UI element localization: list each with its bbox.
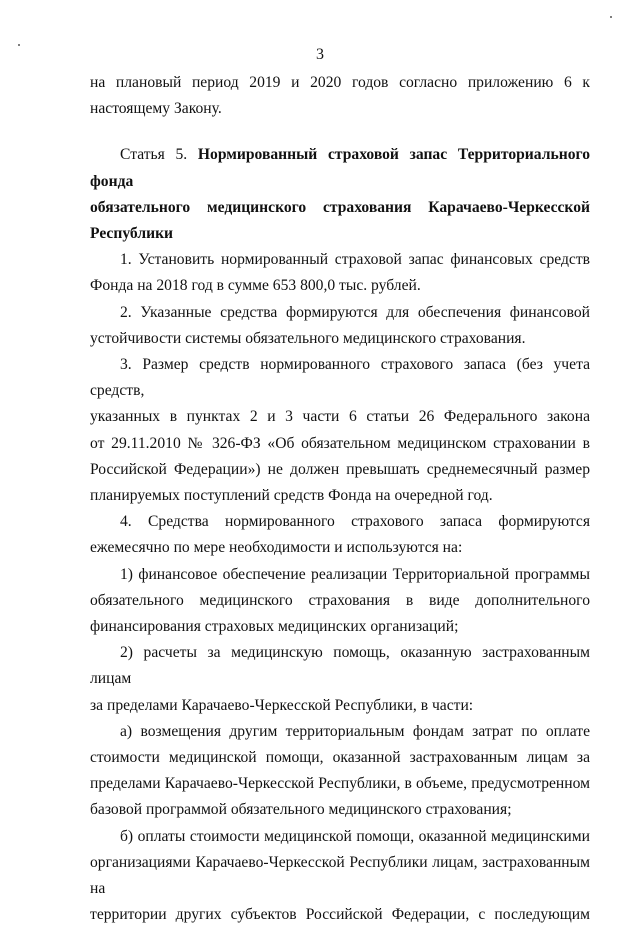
list-item-line: б) оплаты стоимости медицинской помощи, оказанной медицинскими bbox=[120, 827, 590, 845]
article-title: Республики bbox=[90, 225, 174, 243]
article-title: обязательного медицинского страхования Карачаево-Черкесской bbox=[90, 198, 590, 216]
article-heading bbox=[90, 195, 590, 221]
intro-line: на плановый период 2019 и 2020 годов согласно приложению 6 к bbox=[90, 74, 590, 91]
article-prefix: Статья 5. bbox=[120, 146, 188, 164]
intro-line: настоящему Закону. bbox=[90, 100, 222, 118]
list-item-line: а) возмещения другим территориальным фондам затрат по оплате bbox=[120, 722, 590, 740]
list-item-line: обязательного медицинского страхования в виде дополнительного bbox=[90, 591, 590, 609]
list-item-line: территории других субъектов Российской Федерации, с последующим bbox=[90, 906, 590, 924]
paragraph-line: 3. Размер средств нормированного страхового запаса (без учета средств, bbox=[90, 356, 590, 400]
article-title: Нормированный страховой запас Территориального фонда bbox=[90, 146, 590, 190]
article-heading bbox=[90, 221, 590, 247]
paragraph-line: 4. Средства нормированного страхового запаса формируются bbox=[120, 513, 590, 531]
paragraph-line: 1. Установить нормированный страховой запас финансовых средств bbox=[120, 251, 590, 269]
paragraph-line: от 29.11.2010 № 326-ФЗ «Об обязательном медицинском страховании в bbox=[90, 434, 590, 452]
list-item-line: 1) финансовое обеспечение реализации Территориальной программы bbox=[120, 565, 590, 583]
article-heading bbox=[90, 142, 590, 194]
paragraph-line: указанных в пунктах 2 и 3 части 6 статьи 26 Федерального закона bbox=[90, 408, 590, 426]
paragraph-line: Российской Федерации») не должен превышать среднемесячный размер bbox=[90, 460, 590, 478]
list-item-line: пределами Карачаево-Черкесской Республики, в объеме, предусмотренном bbox=[90, 775, 590, 793]
list-item-line: за пределами Карачаево-Черкесской Республики, в части: bbox=[90, 696, 474, 714]
document-body bbox=[90, 70, 590, 929]
paragraph-line: устойчивости системы обязательного медицинского страхования. bbox=[90, 329, 526, 347]
list-item-line: организациями Карачаево-Черкесской Республики лицам, застрахованным на bbox=[90, 853, 590, 898]
paragraph-line: ежемесячно по мере необходимости и используются на: bbox=[90, 539, 463, 557]
paragraph-line: Фонда на 2018 год в сумме 653 800,0 тыс. рублей. bbox=[90, 277, 421, 295]
list-item-line: стоимости медицинской помощи, оказанной застрахованным лицам за bbox=[90, 749, 590, 767]
list-item-line: финансирования страховых медицинских организаций; bbox=[90, 618, 459, 636]
list-item-line: 2) расчеты за медицинскую помощь, оказанную застрахованным лицам bbox=[90, 644, 590, 688]
paragraph-line: 2. Указанные средства формируются для обеспечения финансовой bbox=[120, 303, 590, 321]
scan-speck bbox=[610, 16, 612, 18]
page-number: 3 bbox=[316, 46, 324, 63]
paragraph-line: планируемых поступлений средств Фонда на очередной год. bbox=[90, 487, 493, 505]
list-item-line: базовой программой обязательного медицинского страхования; bbox=[90, 801, 512, 819]
